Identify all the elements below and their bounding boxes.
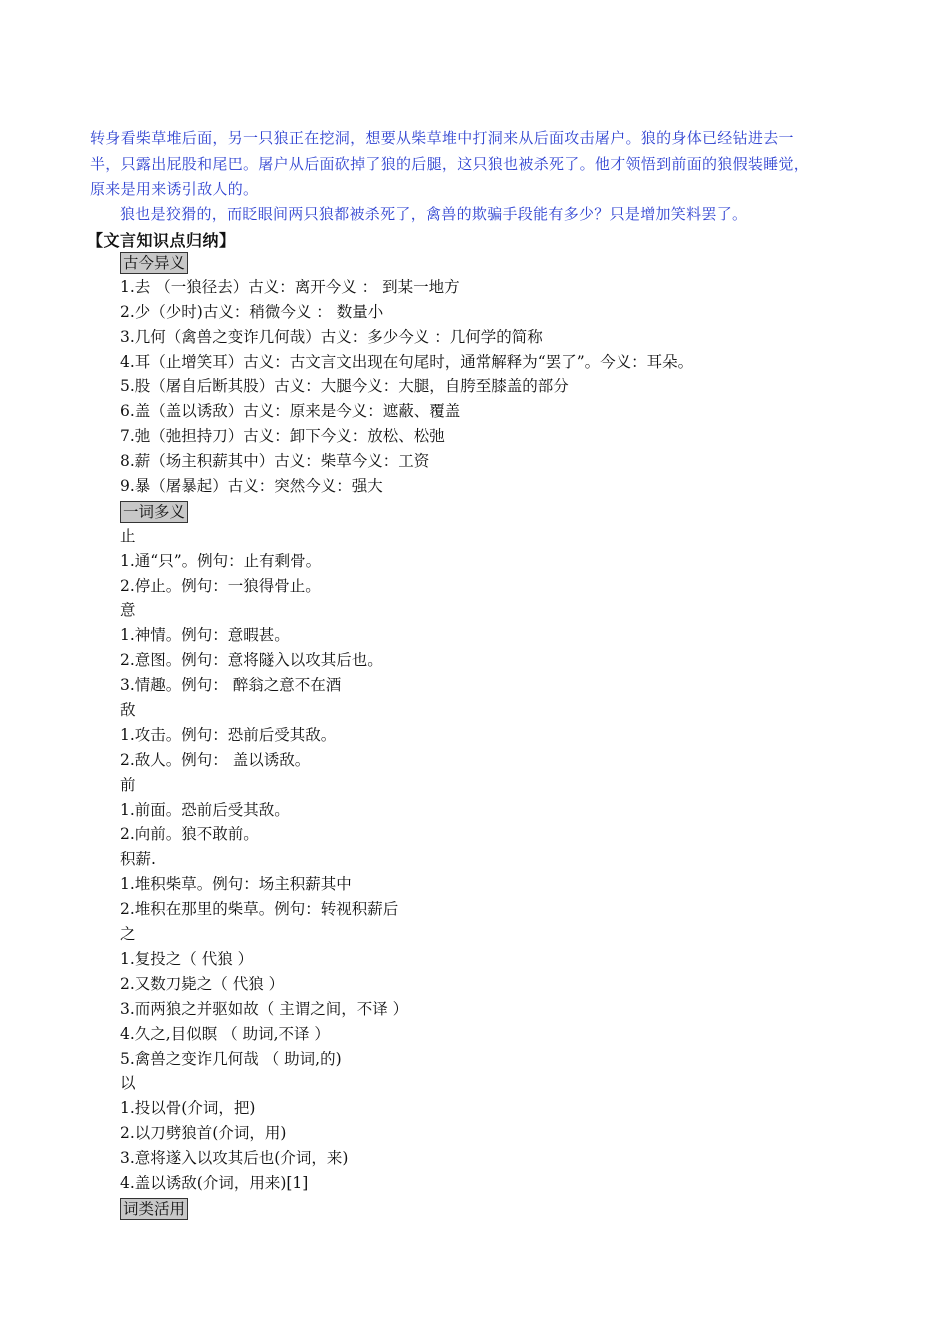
list-item — [120, 847, 900, 872]
list-item-text: 敌 — [120, 701, 136, 720]
list-item — [120, 773, 900, 798]
list-item-text: 1.通“只”。例句：止有剩骨。 — [120, 551, 322, 570]
list-item-text: 2.敌人。例句： 盖以诱敌。 — [120, 750, 311, 769]
list-item-text: 1.前面。恐前后受其敌。 — [120, 800, 290, 819]
list-item-text: 2.以刀劈狼首(介词，用) — [120, 1124, 287, 1143]
list-item-text: 以 — [120, 1074, 136, 1093]
list-item-text: 3.意将遂入以攻其后也(介词，来) — [120, 1149, 349, 1168]
category-label-row — [120, 1196, 900, 1221]
list-item-text: 1.投以骨(介词，把) — [120, 1099, 256, 1118]
list-item — [120, 922, 900, 947]
list-item — [120, 598, 900, 623]
list-item-text: 4.盖以诱敌(介词，用来)[1] — [120, 1173, 309, 1192]
category-label-row — [120, 499, 900, 524]
section-heading: 【文言知识点归纳】 — [87, 231, 236, 250]
translation-line-2: 半，只露出屁股和尾巴。屠户从后面砍掉了狼的后腿，这只狼也被杀死了。他才领悟到前面的狼假装睡觉， — [90, 155, 810, 173]
list-item — [120, 549, 900, 574]
list-item-text: 2.又数刀毙之（ 代狼 ） — [120, 974, 285, 993]
list-item — [120, 1022, 900, 1047]
list-item-text: 1.堆积柴草。例句：场主积薪其中 — [120, 875, 352, 894]
list-item — [120, 972, 900, 997]
list-item — [120, 474, 900, 499]
list-item-text: 6.盖（盖以诱敌）古义：原来是今义：遮蔽、覆盖 — [120, 402, 461, 421]
list-item-text: 1.神情。例句：意暇甚。 — [120, 626, 290, 645]
list-item-text: 1.去 （一狼径去）古义：离开今义 ： 到某一地方 — [120, 277, 460, 296]
category-label-row — [120, 250, 900, 275]
category-label: 古今异义 — [120, 252, 188, 274]
list-item — [120, 1121, 900, 1146]
list-item-text: 2.向前。狼不敢前。 — [120, 825, 259, 844]
list-item — [120, 524, 900, 549]
list-item — [120, 798, 900, 823]
list-item — [120, 673, 900, 698]
list-item-text: 2.意图。例句：意将隧入以攻其后也。 — [120, 651, 383, 670]
list-item — [120, 723, 900, 748]
list-item — [120, 1146, 900, 1171]
list-item-text: 意 — [120, 601, 136, 620]
list-item-text: 2.停止。例句：一狼得骨止。 — [120, 576, 321, 595]
list-item — [120, 1171, 900, 1196]
list-item — [120, 947, 900, 972]
knowledge-list — [120, 250, 900, 1221]
list-item — [120, 350, 900, 375]
list-item — [120, 449, 900, 474]
list-item-text: 3.情趣。例句： 醉翁之意不在酒 — [120, 676, 342, 695]
list-item — [120, 574, 900, 599]
list-item — [120, 325, 900, 350]
list-item-text: 8.薪（场主积薪其中）古义：柴草今义：工资 — [120, 452, 430, 471]
list-item-text: 2.堆积在那里的柴草。例句：转视积薪后 — [120, 900, 399, 919]
list-item — [120, 822, 900, 847]
list-item-text: 3.几何（禽兽之变诈几何哉）古义：多少今义 ：几何学的简称 — [120, 327, 543, 346]
list-item — [120, 424, 900, 449]
list-item — [120, 748, 900, 773]
list-item-text: 9.暴（屠暴起）古义：突然今义：强大 — [120, 477, 383, 496]
list-item — [120, 997, 900, 1022]
list-item-text: 1.攻击。例句：恐前后受其敌。 — [120, 725, 337, 744]
list-item — [120, 300, 900, 325]
list-item — [120, 648, 900, 673]
list-item — [120, 623, 900, 648]
list-item — [120, 374, 900, 399]
list-item — [120, 399, 900, 424]
list-item-text: 5.禽兽之变诈几何哉 （ 助词,的) — [120, 1049, 342, 1068]
translation-line-1: 转身看柴草堆后面，另一只狼正在挖洞，想要从柴草堆中打洞来从后面攻击屠户。狼的身体已经钻进去一 — [90, 129, 794, 147]
list-item — [120, 275, 900, 300]
category-label: 一词多义 — [120, 501, 188, 523]
translation-line-4: 狼也是狡猾的，而眨眼间两只狼都被杀死了，禽兽的欺骗手段能有多少？只是增加笑料罢了。 — [120, 205, 748, 223]
list-item — [120, 1047, 900, 1072]
list-item — [120, 1096, 900, 1121]
translation-line-3: 原来是用来诱引敌人的。 — [90, 180, 259, 198]
list-item-text: 7.弛（弛担持刀）古义：卸下今义：放松、松弛 — [120, 427, 445, 446]
list-item-text: 4.耳（止增笑耳）古义：古文言文出现在句尾时，通常解释为“罢了”。今义：耳朵。 — [120, 352, 694, 371]
list-item-text: 4.久之,目似瞑 （ 助词,不译 ） — [120, 1024, 330, 1043]
list-item-text: 积薪. — [120, 850, 156, 869]
list-item-text: 3.而两狼之并驱如故（ 主谓之间，不译 ） — [120, 999, 409, 1018]
list-item-text: 1.复投之（ 代狼 ） — [120, 949, 254, 968]
list-item — [120, 1071, 900, 1096]
category-label: 词类活用 — [120, 1198, 188, 1220]
list-item-text: 之 — [120, 925, 136, 944]
list-item-text: 5.股（屠自后断其股）古义：大腿今义：大腿，自胯至膝盖的部分 — [120, 377, 569, 396]
list-item-text: 前 — [120, 775, 136, 794]
list-item — [120, 698, 900, 723]
list-item-text: 止 — [120, 526, 136, 545]
list-item — [120, 897, 900, 922]
list-item — [120, 872, 900, 897]
list-item-text: 2.少（少时)古义：稍微今义 ： 数量小 — [120, 302, 384, 321]
